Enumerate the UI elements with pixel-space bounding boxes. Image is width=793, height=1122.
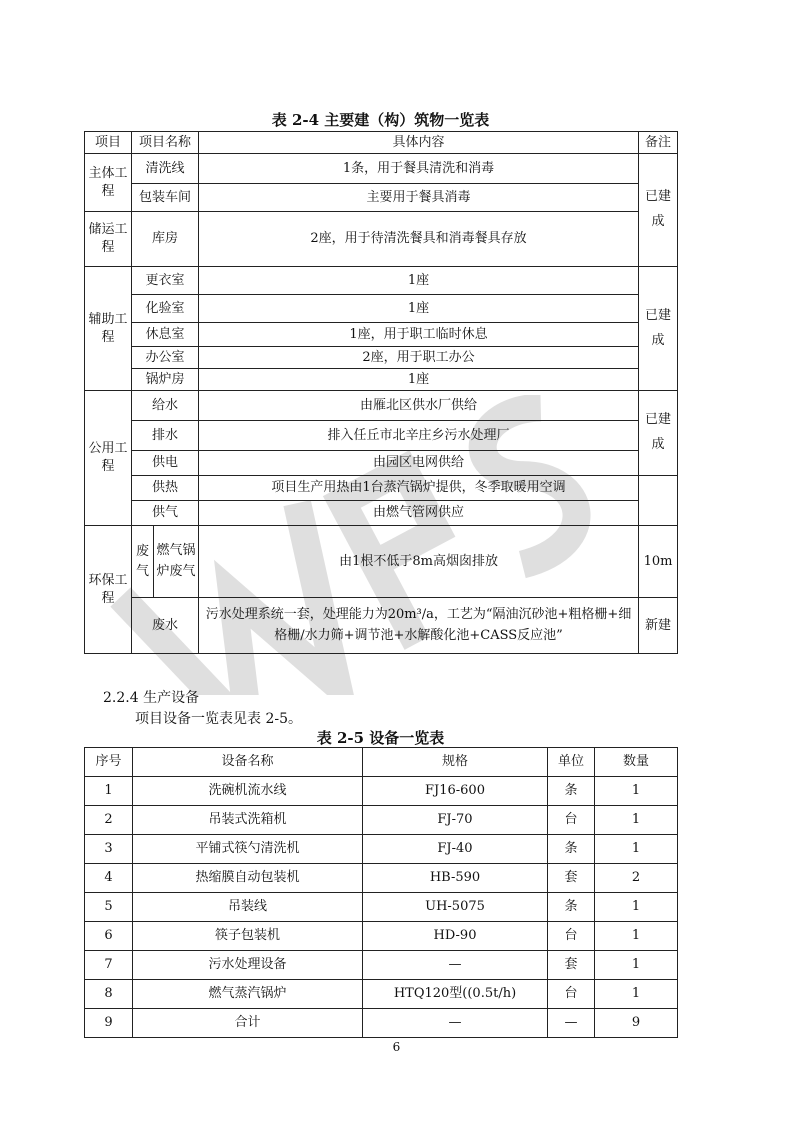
col-header-name: 项目名称 [132,132,199,154]
table-cell: 排水 [132,421,199,451]
table-cell: 由1根不低于8m高烟囱排放 [199,526,639,598]
page-number: 6 [392,1040,401,1054]
table-row [85,980,678,1009]
table-cell: 化验室 [132,295,199,323]
table-cell: 1 [595,777,678,806]
note-built-2: 已建成 [639,267,678,391]
table-cell: 合计 [133,1009,363,1038]
table-cell: 库房 [132,212,199,267]
table-cell: FJ-40 [363,835,548,864]
table-cell: 1 [85,777,133,806]
table-row [85,806,678,835]
table-cell: 2 [85,806,133,835]
group-aux: 辅助工程 [85,267,132,391]
table-cell: 休息室 [132,323,199,347]
table-cell: 台 [548,980,595,1009]
waste-gas-label: 废气 [132,526,154,598]
table-cell: 筷子包装机 [133,922,363,951]
table-cell: 项目生产用热由1台蒸汽锅炉提供，冬季取暖用空调 [199,476,639,501]
table-cell: 2座，用于职工办公 [199,347,639,369]
table-cell: 吊装式洗箱机 [133,806,363,835]
col-header-equipment: 设备名称 [133,748,363,777]
note-empty [639,476,678,526]
col-header-qty: 数量 [595,748,678,777]
col-header-content: 具体内容 [199,132,639,154]
table-cell: HB-590 [363,864,548,893]
table-cell: 9 [595,1009,678,1038]
table-cell: 2座，用于待清洗餐具和消毒餐具存放 [199,212,639,267]
table-cell: 由燃气管网供应 [199,501,639,526]
table-cell: 4 [85,864,133,893]
table-cell: 污水处理设备 [133,951,363,980]
table-cell: HD-90 [363,922,548,951]
table-cell: 更衣室 [132,267,199,295]
table-cell: 洗碗机流水线 [133,777,363,806]
table-2-5-caption: 表 2-5 设备一览表 [316,729,445,747]
group-public: 公用工程 [85,391,132,526]
table-cell: — [363,1009,548,1038]
group-storage: 储运工程 [85,212,132,267]
table-cell: 燃气蒸汽锅炉 [133,980,363,1009]
table-cell: 条 [548,893,595,922]
table-row [85,777,678,806]
table-cell: 供热 [132,476,199,501]
table-cell: 给水 [132,391,199,421]
table-cell: 1 [595,893,678,922]
section-text: 项目设备一览表见表 2-5。 [135,711,302,727]
table-cell: 1座 [199,295,639,323]
table-cell: 套 [548,864,595,893]
equipment-table [84,747,678,1038]
table-cell: 包装车间 [132,184,199,212]
col-header-note: 备注 [639,132,678,154]
table-cell: 清洗线 [132,154,199,184]
table-row [85,1009,678,1038]
table-cell: 办公室 [132,347,199,369]
table-cell: 主要用于餐具消毒 [199,184,639,212]
table-row [85,951,678,980]
table-cell: — [363,951,548,980]
table-row [85,922,678,951]
table-cell: 热缩膜自动包装机 [133,864,363,893]
table-cell: 吊装线 [133,893,363,922]
table-2-4-caption: 表 2-4 主要建（构）筑物一览表 [271,111,490,129]
table-cell: — [548,1009,595,1038]
table-cell: 由雁北区供水厂供给 [199,391,639,421]
table-cell: 条 [548,835,595,864]
table-cell: 平铺式筷勺清洗机 [133,835,363,864]
section-heading: 2.2.4 生产设备 [103,690,200,706]
table-cell: 1 [595,835,678,864]
table-cell: 排入任丘市北辛庄乡污水处理厂 [199,421,639,451]
table-cell: 燃气锅炉废气 [154,526,199,598]
table-cell: 条 [548,777,595,806]
table-cell: 污水处理系统一套，处理能力为20m³/a，工艺为“隔油沉砂池+粗格栅+细格栅/水力筛+调节池+水解酸化池+CASS反应池” [199,598,639,654]
table-cell: 1座 [199,267,639,295]
table-cell: 供气 [132,501,199,526]
table-cell: HTQ120型((0.5t/h) [363,980,548,1009]
table-cell: 1 [595,922,678,951]
table-cell: 9 [85,1009,133,1038]
table-cell: FJ-70 [363,806,548,835]
table-cell: 1 [595,980,678,1009]
table-cell: 1 [595,951,678,980]
table-cell: 1座 [199,369,639,391]
table-cell: 1条，用于餐具清洗和消毒 [199,154,639,184]
table-cell: 锅炉房 [132,369,199,391]
col-header-spec: 规格 [363,748,548,777]
table-row [85,835,678,864]
buildings-table [84,131,678,654]
table-cell: FJ16-600 [363,777,548,806]
table-cell: 套 [548,951,595,980]
table-cell: 1 [595,806,678,835]
note-cell: 10m [639,526,678,598]
table-cell: 7 [85,951,133,980]
col-header-project: 项目 [85,132,132,154]
group-main: 主体工程 [85,154,132,212]
table-cell: 1座，用于职工临时休息 [199,323,639,347]
table-cell: 3 [85,835,133,864]
table-row [85,864,678,893]
note-built-3: 已建成 [639,391,678,476]
table-cell: 台 [548,806,595,835]
table-row [85,893,678,922]
table-cell: 供电 [132,451,199,476]
table-cell: 由园区电网供给 [199,451,639,476]
table-cell: 2 [595,864,678,893]
table-cell: 台 [548,922,595,951]
group-env: 环保工程 [85,526,132,654]
note-cell: 新建 [639,598,678,654]
table-cell: 5 [85,893,133,922]
col-header-no: 序号 [85,748,133,777]
col-header-unit: 单位 [548,748,595,777]
note-built-1: 已建成 [639,154,678,267]
table-cell: UH-5075 [363,893,548,922]
table-cell: 8 [85,980,133,1009]
table-cell: 废水 [132,598,199,654]
table-cell: 6 [85,922,133,951]
